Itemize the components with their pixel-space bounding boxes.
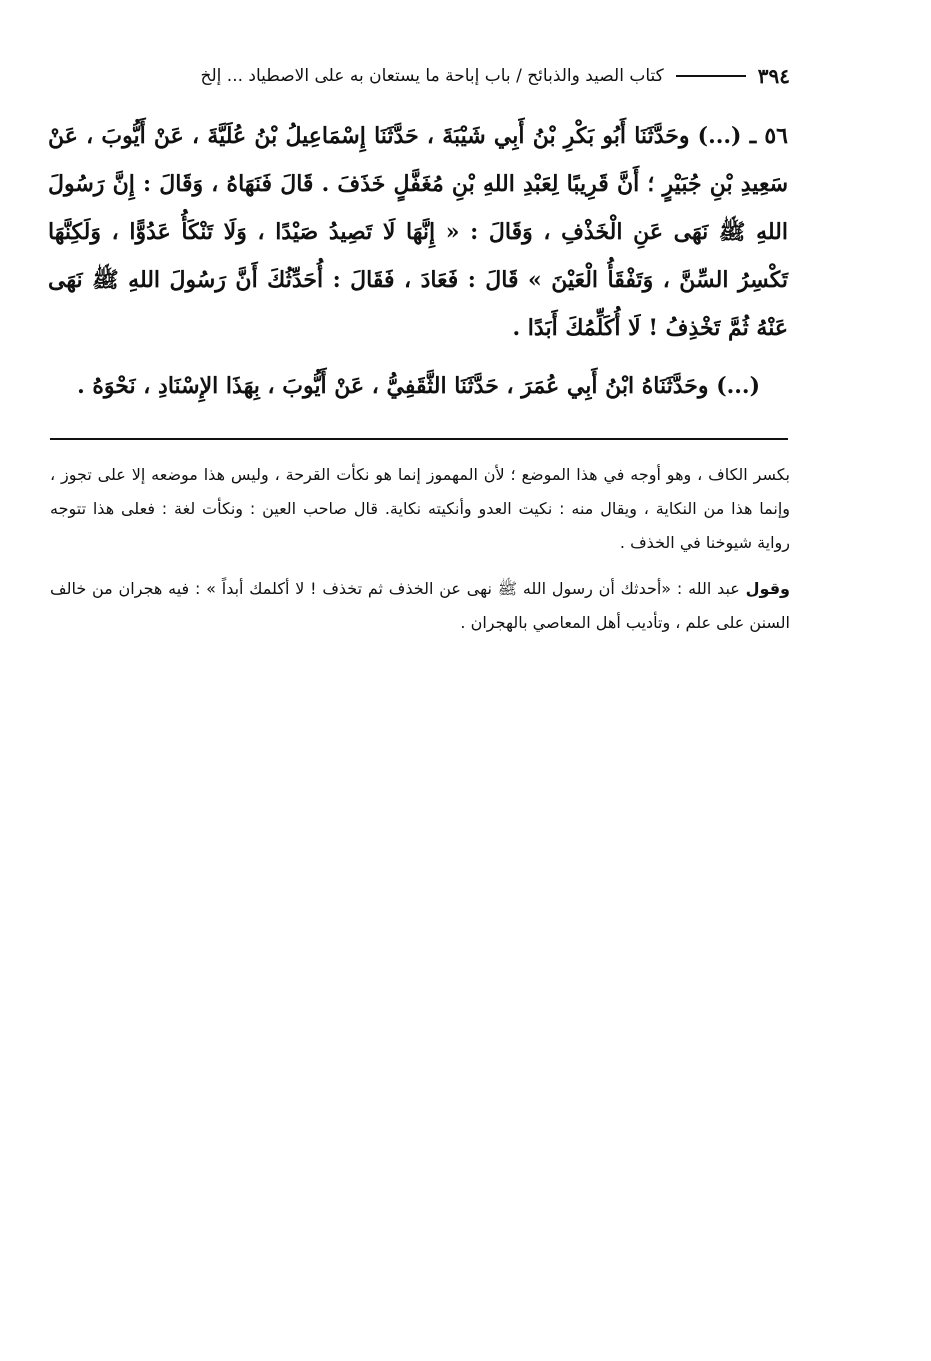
footnote-2-text: عبد الله : «أحدثك أن رسول الله ﷺ نهى عن الخذف ثم تخذف ! لا أكلمك أبداً » : فيه هجران من خالف السنن على علم ، وتأديب أهل المعاصي بالهجران . (50, 579, 790, 632)
footnote-2 (50, 572, 790, 640)
chain-paragraph: (...) وحَدَّثَنَاهُ ابْنُ أَبِي عُمَرَ ، حَدَّثَنَا الثَّقَفِيُّ ، عَنْ أَيُّوبَ ، بِهَذَا الإِسْنَادِ ، نَحْوَهُ . (77, 373, 760, 399)
hadith-text: (...) وحَدَّثَنَا أَبُو بَكْرِ بْنُ أَبِي شَيْبَةَ ، حَدَّثَنَا إِسْمَاعِيلُ بْنُ عُلَيَّةَ ، عَنْ أَيُّوبَ ، عَنْ سَعِيدِ بْنِ جُبَيْرٍ ؛ أَنَّ قَرِيبًا لِعَبْدِ اللهِ بْنِ مُغَفَّلٍ خَذَفَ . قَالَ فَنَهَاهُ ، وَقَالَ : إِنَّ رَسُولَ اللهِ ﷺ نَهَى عَنِ الْخَذْفِ ، وَقَالَ : « إِنَّهَا لَا تَصِيدُ صَيْدًا ، وَلَا تَنْكَأُ عَدُوًّا ، وَلَكِنَّهَا تَكْسِرُ السِّنَّ ، وَتَفْقَأُ الْعَيْنَ » قَالَ : فَعَادَ ، فَقَالَ : أُحَدِّثُكَ أَنَّ رَسُولَ اللهِ ﷺ نَهَى عَنْهُ ثُمَّ تَخْذِفُ ! لَا أُكَلِّمُكَ أَبَدًا . (48, 123, 789, 341)
hadith-number: ٥٦ ـ (749, 123, 788, 149)
page-number: ٣٩٤ (757, 64, 790, 88)
footnote-divider (50, 438, 788, 440)
running-title: كتاب الصيد والذبائح / باب إباحة ما يستعان به على الاصطياد ... إلخ (200, 66, 664, 86)
footnote-1: بكسر الكاف ، وهو أوجه في هذا الموضع ؛ لأن المهموز إنما هو نكأت القرحة ، وليس هذا موضعه إلا على تجوز ، وإنما هذا من النكاية ، ويقال منه : نكيت العدو وأنكيته نكاية. قال صاحب العين : ونكأت لغة : فعلى هذا تتوجه رواية شيوخنا في الخذف . (50, 465, 790, 552)
footnote-2-lead: وقول (745, 579, 790, 598)
running-header (50, 58, 790, 94)
header-rule (676, 75, 746, 77)
footnotes (50, 458, 790, 652)
hadith-paragraph (48, 112, 788, 352)
